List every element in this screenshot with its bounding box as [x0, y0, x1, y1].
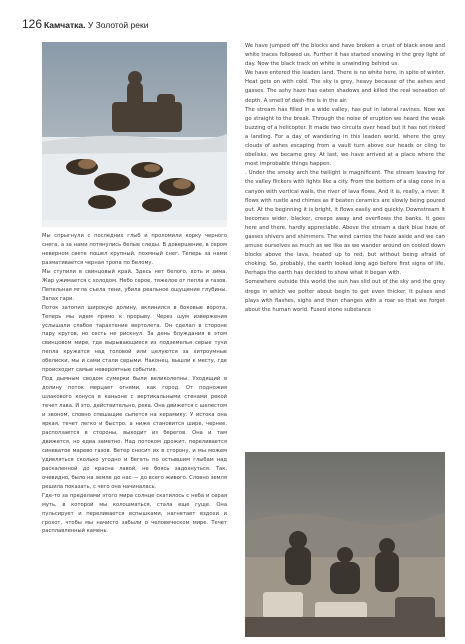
paragraph: Мы ступили в свинцовый край. Здесь нет белого, хоть и зима. Жар ужимается с холодом. Небо серое, тяжелое от пепла и газов. Пепельная мгла съела тени, убила реальное ощущение глубины. Запах гари.: [42, 268, 227, 302]
paragraph: The stream has filled in a wide valley, has put in lateral ravines. Now we go straight to the break. Through the noise of eruption we heard the weak buzzing of a helicopter. It made two circuits over head but it has not risked a landing. For a day of wandering in this leaden world, where the grey clouds of ashes escaping from a vault turn above our heads or cling to obelisks, we became grey. At last, we have arrived at a place where the most improbable things happen.: [245, 106, 445, 168]
paragraph: Somewhere outside this world the sun has slid out of the sky and the grey dregs in which we potter about begin to get even thicker. It pulses and plays with flashes, sighs and then changes with a roar so that we forget about the human world. Fused stone substance: [245, 279, 445, 313]
page-number: 126: [22, 17, 43, 31]
paragraph: Где-то за пределами этого мира солнце скатилось с неба и серая муть, в которой мы колошматься, стала еще гуще. Она пульсирует и переливается вспышками, нагнетает вздохи и грохот, чтобы мы начисто забыли о человеческом мире. Течет расплавленный камень.: [42, 492, 227, 535]
paragraph: Мы спрыгнули с последних глыб и проломили корку черного снега, а за нами потянулись белые следы. В довершение, в сером неверном свете пошел крупный, похмный снег. Теперь за нами размативается черная тропа по белому.: [42, 233, 227, 266]
russian-text-column: [42, 232, 227, 536]
dog-sled-photo: [42, 42, 227, 227]
paragraph: . Under the smoky arch the twilight is magnificent. The stream leaving for the valley flickers with lights like a city. From the bottom of a slag cone in a canyon with vertical walls, the river of lava flows. And it is, really, a river. It flows with rustle and chimes as if beaten ceramics are slowly being poured out. At the beginning it is bright, it flows easily and quickly. Downstream it becomes wider, blacker, creeps away and overflows the banks. It goes here and there, hardly appreciable. Above the stream a dark blue haze of gasses shivers and shimmers. The wind carries the haze aside and we can amuse ourselves as much as we like as we wander around on cooled down blocks above the lava, heated up to red, but without being afraid of choking. So, probably, the earth looked long ago before first signs of life. Perhaps the earth has decided to show what it began with.: [245, 170, 445, 277]
paragraph: Под дымным сводом сумерки были великолепны. Уходящий в долину поток мерцает огнями, как город. От подножия шлакового конуса в каньоне с вертикальными стенами рекой течет лава. И это, действительно, река. Она движется с шелестом и звоном, словно спешащие сыпется на керамику. У истока она яркая, течет легко и быстро, а ниже становится шире, чернее, расползается в стороны, выходит из берегов. Она и там движется, но едва заметно. Над потоком дрожит, переливается синеватое марево газов. Ветер сносит их в сторону, и мы можем удивляться сколько угодно и бегать по остывшим глыбам над раскаленной до красна лавой, не боясь задохнуться. Так, очевидно, было на земле до нас — до всего живого. Словно земля решила показать, с чего она начиналась.: [42, 376, 227, 490]
expedition-camp-photo: [245, 452, 445, 637]
running-header: [44, 20, 148, 30]
english-text-column: [245, 42, 445, 315]
paragraph: Поток затопил широкую долину, вклинился в боковые ворота. Теперь мы идем прямо к прорыву. Через шум извержения услышали слабое тарахтение вертолета. Он сделал в стороне пару кругов, но сесть не рискнул. За день блуждания в этом свинцовом мире, где вырывающиеся из подземелья серые тучи пепла кружатся над головой или целуются за хитроумные обелиски, мы и сами стали серыми. Наконец, вышли к месту, где происходит самые невероятные события.: [42, 304, 227, 374]
chapter-title: Камчатка.: [44, 20, 86, 30]
paragraph: We have entered the leaden land. There is no white here, in spite of winter. Heat gets on with cold. The sky is grey, heavy because of the ashes and gasses. The ashy haze has eaten shadows and killed the real sensation of depth. A smell of dash-fire is in the air.: [245, 70, 446, 104]
chapter-subtitle: У Золотой реки: [87, 20, 149, 30]
paragraph: We have jumped off the blocks and have broken a crust of black snow and white traces followed us. Further it has started snowing in the grey light of day. Now the black track on white is unwinding behind us.: [245, 43, 445, 68]
